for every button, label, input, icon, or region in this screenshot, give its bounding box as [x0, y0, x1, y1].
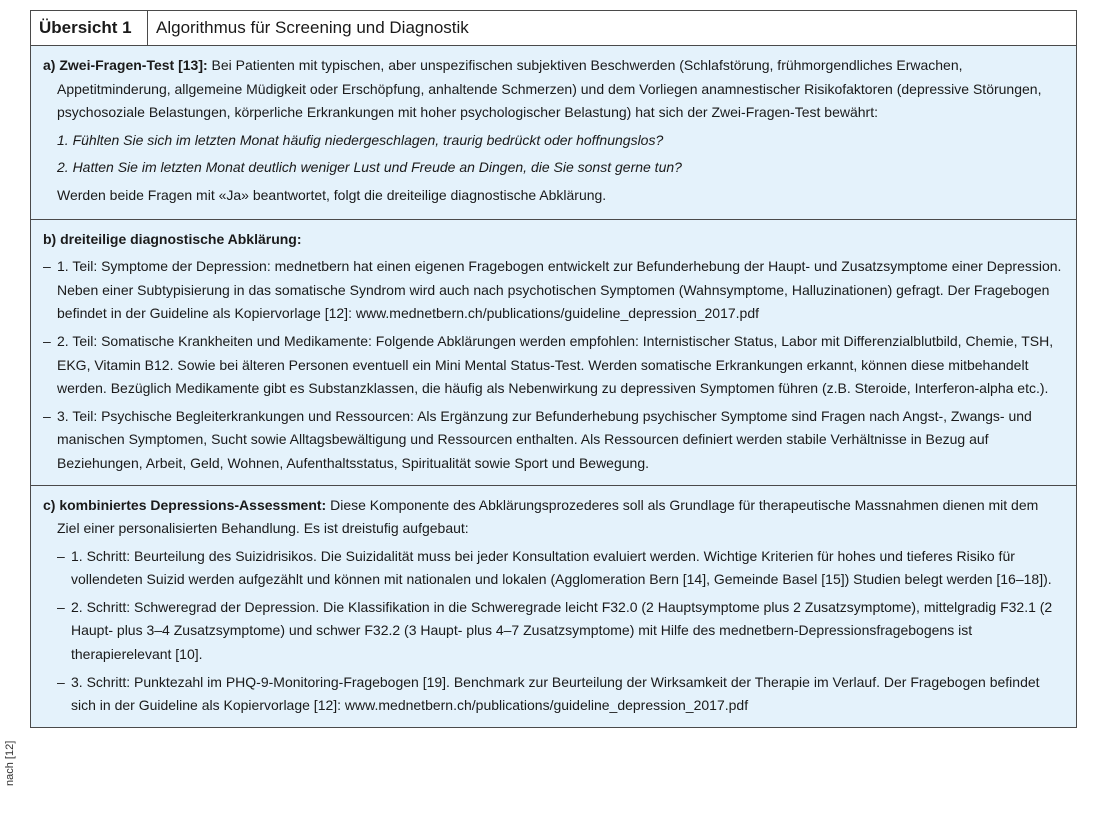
- section-c-text: Diese Komponente des Abklärungsprozederes soll als Grundlage für therapeutische Massnahmen dienen mit dem Ziel einer personalisierten Behandlung. Es ist dreistufig aufgebaut:: [57, 496, 1039, 537]
- dash-bullet: –: [43, 407, 51, 424]
- section-c: [31, 485, 1076, 727]
- dash-bullet: –: [57, 598, 65, 615]
- section-a: [31, 46, 1076, 219]
- box-header: [31, 11, 1076, 46]
- list-item: – 3. Schritt: Punktezahl im PHQ-9-Monitoring-Fragebogen [19]. Benchmark zur Beurteilung der Wirksamkeit der Therapie im Verlauf. Der Fragebogen befindet sich in der Guideline als Kopiervorlage [12]: www.mednetbern.ch/publications/guideline_depression_2017.pdf: [57, 671, 1064, 718]
- list-item: – 2. Schritt: Schweregrad der Depression. Die Klassifikation in die Schweregrade leicht F32.0 (2 Hauptsymptome plus 2 Zusatzsymptome), mittelgradig F32.1 (2 Haupt- plus 3–4 Zusatzsymptome) und schwer F32.2 (3 Haupt- plus 4–7 Zusatzsymptome) mit Hilfe des mednetbern-Depressionsfragebogens ist therapierelevant [10].: [57, 596, 1064, 667]
- section-c-label: c) kombiniertes Depressions-Assessment:: [43, 496, 327, 513]
- dash-bullet: –: [43, 258, 51, 275]
- section-a-intro: [43, 54, 1064, 125]
- section-c-intro: [43, 494, 1064, 541]
- dash-bullet: –: [57, 673, 65, 690]
- list-item: – 1. Teil: Symptome der Depression: mednetbern hat einen eigenen Fragebogen entwickelt zur Befunderhebung der Haupt- und Zusatzsymptome einer Depression. Neben einer Subtypisierung in das somatische Syndrom wird auch nach psychotischen Symptomen (Wahnsymptome, Halluzinationen) gefragt. Der Fragebogen befindet in der Guideline als Kopiervorlage [12]: www.mednetbern.ch/publications/guideline_depression_2017.pdf: [43, 255, 1064, 326]
- list-item: – 3. Teil: Psychische Begleiterkrankungen und Ressourcen: Als Ergänzung zur Befunderhebung psychischer Symptome sind Fragen nach Angst-, Zwangs- und manischen Symptomen, Sucht sowie Alltagsbewältigung und Ressourcen enthalten. Als Ressourcen definiert werden stabile Verhältnisse in Bezug auf Beziehungen, Arbeit, Geld, Wohnen, Aufenthaltsstatus, Spiritualität sowie Sport und Bewegung.: [43, 405, 1064, 476]
- list-item: – 2. Teil: Somatische Krankheiten und Medikamente: Folgende Abklärungen werden empfohlen: Internistischer Status, Labor mit Differenzialblutbild, Chemie, TSH, EKG, Vitamin B12. Sowie bei älteren Personen eventuell ein Mini Mental Status-Test. Werden somatische Erkrankungen erkannt, können diese mitbehandelt werden. Bezüglich Medikamente gibt es Substanzklassen, die häufig als Nebenwirkung zu depressiven Symptomen führen (z.B. Steroide, Interferon-alpha etc.).: [43, 330, 1064, 401]
- section-a-conclusion: Werden beide Fragen mit «Ja» beantwortet, folgt die dreiteilige diagnostische Abklärung.: [57, 186, 607, 203]
- question-2: 2. Hatten Sie im letzten Monat deutlich weniger Lust und Freude an Dingen, die Sie sonst gerne tun?: [57, 159, 682, 176]
- section-b: [31, 219, 1076, 485]
- list-item: – 1. Schritt: Beurteilung des Suizidrisikos. Die Suizidalität muss bei jeder Konsultation evaluiert werden. Wichtige Kriterien für hohes und tieferes Risiko für vollendeten Suizid werden aufgezählt und können mit nationalen und lokalen (Agglomeration Bern [14], Gemeinde Basel [15]) Studien belegt werden [16–18]).: [57, 545, 1064, 592]
- overview-number: Übersicht 1: [31, 11, 148, 45]
- source-note: nach [12]: [4, 740, 16, 786]
- question-1: 1. Fühlten Sie sich im letzten Monat häufig niedergeschlagen, traurig bedrückt oder hoffnungslos?: [57, 131, 664, 148]
- section-a-label: a) Zwei-Fragen-Test [13]:: [43, 57, 208, 73]
- section-a-text: Bei Patienten mit typischen, aber unspezifischen subjektiven Beschwerden (Schlafstörung, frühmorgendliches Erwachen, Appetitminderung, allgemeine Müdigkeit oder Erschöpfung, anhaltende Schmerzen) und dem Vorliegen anamnestischer Risikofaktoren (depressive Störungen, psychosoziale Belastungen, körperliche Erkrankungen mit hoher psychologischer Belastung) hat sich der Zwei-Fragen-Test bewährt:: [57, 57, 1042, 121]
- overview-title: Algorithmus für Screening und Diagnostik: [156, 18, 469, 37]
- overview-box: [30, 10, 1077, 728]
- dash-bullet: –: [43, 332, 51, 349]
- dash-bullet: –: [57, 547, 65, 564]
- section-b-label: b) dreiteilige diagnostische Abklärung:: [43, 230, 302, 247]
